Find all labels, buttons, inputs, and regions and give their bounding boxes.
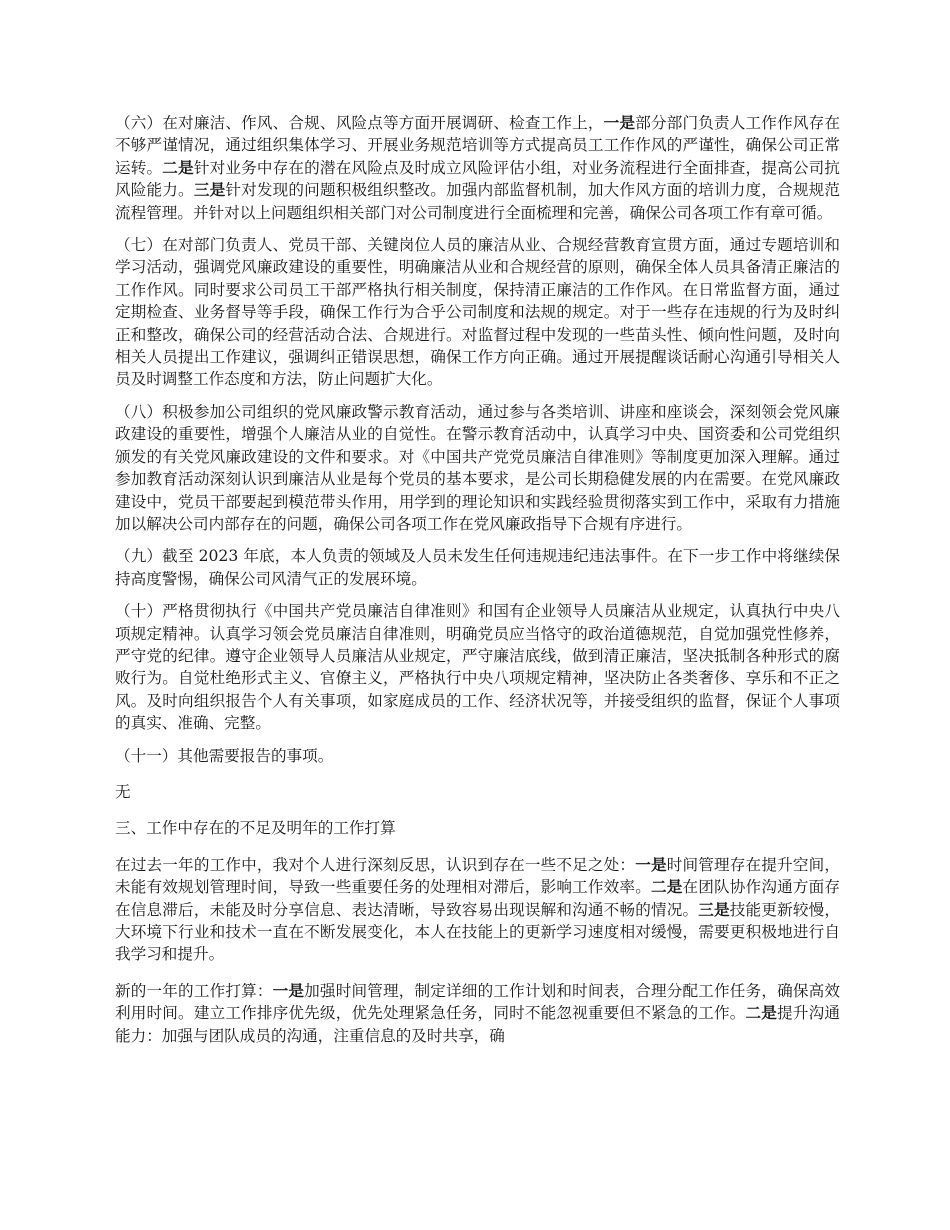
text-run: （八）积极参加公司组织的党风廉政警示教育活动，通过参与各类培训、讲座和座谈会，深刻领会党风廉政建设的重要性，增强个人廉洁从业的自觉性。在警示教育活动中，认真学习中央、国资委和公司党组织颁发的有关党风廉政建设的文件和要求。对《中国共产党党员廉洁自律准则》等制度更加深入理解。通过参加教育活动深刻认识到廉洁从业是每个党员的基本要求，是公司长期稳健发展的内在需要。在党风廉政建设中，党员干部要起到模范带头作用，用学到的理论知识和实践经验贯彻落实到工作中，采取有力措施加以解决公司内部存在的问题，确保公司各项工作在党风廉政指导下合规有序进行。 [115, 402, 840, 533]
text-run: 加强时间管理，制定详细的工作计划和时间表，合理分配工作任务，确保高效利用时间。建立工作排序优先级，优先处理紧急任务，同时不能忽视重要但不紧急的工作。 [115, 981, 840, 1023]
text-run: 无 [115, 782, 131, 801]
emphasis-label: 三是 [193, 181, 226, 200]
paragraph-plan [115, 980, 840, 1047]
text-run: 时间管理存在提升空间，未能有效规划管理时间，导致一些重要任务的处理相对滞后，影响工作效率。 [115, 855, 840, 897]
text-run: 在过去一年的工作中，我对个人进行深刻反思，认识到存在一些不足之处： [115, 855, 636, 874]
text-run: （十一）其他需要报告的事项。 [115, 746, 334, 765]
paragraph-item-9 [115, 545, 840, 590]
paragraph-item-8 [115, 401, 840, 535]
paragraph-item-7 [115, 234, 840, 391]
emphasis-label: 二是 [650, 878, 683, 897]
paragraph-shortfalls [115, 854, 840, 966]
document-body [115, 112, 840, 1057]
emphasis-label: 二是 [162, 158, 194, 177]
text-run: 新的一年的工作打算： [115, 981, 273, 1000]
emphasis-label: 一是 [272, 981, 305, 1000]
emphasis-label: 一是 [603, 114, 636, 132]
emphasis-label: 一是 [635, 855, 667, 874]
text-run: 在团队协作沟通方面存在信息滞后，未能及时分享信息、表达清晰，导致容易出现误解和沟通不畅的情况。 [115, 878, 840, 919]
text-run: （六）在对廉洁、作风、合规、风险点等方面开展调研、检查工作上， [115, 114, 604, 132]
text-run: 针对业务中存在的潜在风险点及时成立风险评估小组，对业务流程进行全面排查，提高公司抗风险能力。 [115, 158, 840, 200]
text-run: 部分部门负责人工作作风存在不够严谨情况，通过组织集体学习、开展业务规范培训等方式提高员工工作作风的严谨性，确保公司正常运转。 [115, 114, 840, 177]
paragraph-none [115, 781, 840, 803]
text-run: 针对发现的问题积极组织整改。加强内部监督机制，加大作风方面的培训力度，合规规范流程管理。并针对以上问题组织相关部门对公司制度进行全面梳理和完善，确保公司各项工作有章可循。 [115, 181, 840, 222]
paragraph-item-6 [115, 112, 840, 224]
section-heading-3 [115, 817, 840, 839]
text-run: 提升沟通能力：加强与团队成员的沟通，注重信息的及时共享，确 [115, 1004, 840, 1045]
emphasis-label: 二是 [745, 1004, 778, 1023]
emphasis-label: 三是 [698, 900, 730, 919]
text-run: 三、工作中存在的不足及明年的工作打算 [115, 819, 396, 838]
text-run: （十）严格贯彻执行《中国共产党员廉洁自律准则》和国有企业领导人员廉洁从业规定，认真执行中央八项规定精神。认真学习领会党员廉洁自律准则，明确党员应当恪守的政治道德规范，自觉加强党性修养，严守党的纪律。遵守企业领导人员廉洁从业规定，严守廉洁底线，做到清正廉洁，坚决抵制各种形式的腐败行为。自觉杜绝形式主义、官僚主义，严格执行中央八项规定精神，坚决防止各类奢侈、享乐和不正之风。及时向组织报告个人有关事项，如家庭成员的工作、经济状况等，并接受组织的监督，保证个人事项的真实、准确、完整。 [115, 602, 840, 733]
paragraph-item-11 [115, 745, 840, 767]
paragraph-item-10 [115, 600, 840, 734]
text-run: 技能更新较慢，大环境下行业和技术一直在不断发展变化，本人在技能上的更新学习速度相对缓慢，需要更积极地进行自我学习和提升。 [115, 900, 840, 964]
text-run: （七）在对部门负责人、党员干部、关键岗位人员的廉洁从业、合规经营教育宣贯方面，通过专题培训和学习活动，强调党风廉政建设的重要性，明确廉洁从业和合规经营的原则，确保全体人员具备清正廉洁的工作作风。同时要求公司员工干部严格执行相关制度，保持清正廉洁的工作作风。在日常监督方面，通过定期检查、业务督导等手段，确保工作行为合乎公司制度和法规的规定。对于一些存在违规的行为及时纠正和整改，确保公司的经营活动合法、合规进行。对监督过程中发现的一些苗头性、倾向性问题，及时向相关人员提出工作建议，强调纠正错误思想，确保工作方向正确。通过开展提醒谈话耐心沟通引导相关人员及时调整工作态度和方法，防止问题扩大化。 [115, 236, 840, 389]
text-run: （九）截至 2023 年底，本人负责的领域及人员未发生任何违规违纪违法事件。在下一步工作中将继续保持高度警惕，确保公司风清气正的发展环境。 [115, 547, 840, 588]
